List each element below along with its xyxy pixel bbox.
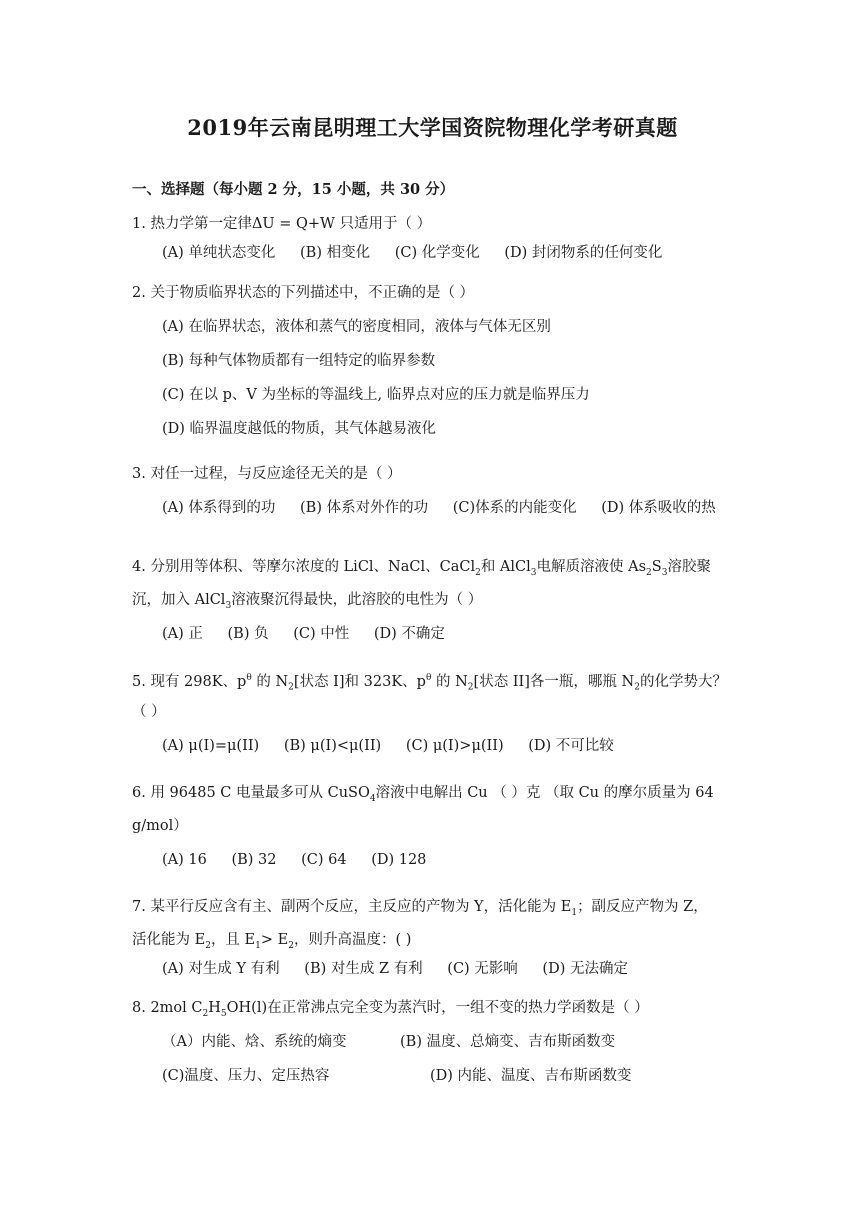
subscript: 2 [202,1008,209,1019]
stem-part: S [651,559,662,575]
option-c: (C) 无影响 [447,961,518,977]
question-2-option-d: (D) 临界温度越低的物质，其气体越易液化 [162,421,437,437]
subscript: 1 [255,940,261,951]
stem-part: [状态 II]各一瓶，哪瓶 N [473,673,635,690]
question-4-options [162,624,465,644]
question-5-options [162,736,634,756]
question-8-stem [132,998,649,1024]
stem-part: 溶液聚沉得最快，此溶胶的电性为（ ） [231,592,483,608]
subscript: 2 [475,567,481,578]
stem-part: 电解质溶液使 As [536,559,647,575]
option-b: (B) 体系对外作的功 [300,500,429,516]
option-b: (B) 相变化 [300,245,371,261]
stem-part: 4. 分别用等体积、等摩尔浓度的 LiCl、NaCl、CaCl [132,559,476,575]
option-d: (D) 不确定 [373,626,445,642]
stem-part: ；副反应产物为 Z， [577,899,708,915]
question-6-stem [132,783,714,809]
question-4-stem-line2 [132,590,482,616]
stem-part: 5. 现有 298K、p [132,673,247,690]
stem-part: OH(l)在正常沸点完全变为蒸汽时，一组不变的热力学函数是（ ） [226,1000,649,1016]
question-5-stem [132,668,727,698]
option-b: (B) μ(I)<μ(II) [283,738,382,754]
option-d: (D) 不可比较 [528,738,614,754]
question-3-stem: 3. 对任一过程，与反应途径无关的是（ ） [132,466,402,482]
question-8-option-c: (C)温度、压力、定压热容 [162,1068,330,1084]
question-7-options [162,959,648,979]
subscript: 2 [288,682,294,693]
superscript: θ [246,673,252,683]
option-d: (D) 体系吸收的热 [601,500,716,516]
page-title: 2019年云南昆明理工大学国资院物理化学考研真题 [187,115,678,140]
question-2-option-c: (C) 在以 p、V 为坐标的等温线上, 临界点对应的压力就是临界压力 [162,387,590,403]
question-7-stem-line2 [132,930,411,956]
option-c: (C) 化学变化 [394,245,480,261]
subscript: 3 [530,567,537,578]
subscript: 5 [220,1008,227,1019]
stem-part: ，且 E [210,932,256,948]
question-6-stem-line2: g/mol） [132,818,188,834]
stem-part: 8. 2mol C [132,1000,203,1016]
stem-part: 和 AlCl [480,559,531,575]
stem-part: [状态 I]和 323K、p [293,673,426,690]
option-d: (D) 无法确定 [542,961,628,977]
stem-part: > E [260,932,289,948]
question-8-option-a: （A）内能、焓、系统的熵变 [162,1034,347,1050]
option-a: (A) 16 [162,852,207,868]
option-a: (A) 正 [162,626,203,642]
stem-part: 7. 某平行反应含有主、副两个反应，主反应的产物为 Y，活化能为 E [132,899,572,915]
stem-part: 的化学势大？ [639,673,727,690]
subscript: 4 [369,793,376,804]
subscript: 2 [467,682,474,693]
question-5-answer-blank: （ ） [132,704,166,720]
question-1-options [162,243,682,263]
option-b: (B) 32 [231,852,277,868]
question-2-option-b: (B) 每种气体物质都有一组特定的临界参数 [162,353,436,369]
option-a: (A) 对生成 Y 有利 [162,961,280,977]
option-b: (B) 对生成 Z 有利 [304,961,423,977]
question-1-stem: 1. 热力学第一定律ΔU = Q+W 只适用于（ ） [132,216,432,232]
subscript: 3 [225,600,232,611]
option-a: (A) μ(I)=μ(II) [162,738,260,754]
stem-part: 溶液中电解出 Cu （ ）克 （取 Cu 的摩尔质量为 64 [375,785,714,801]
option-c: (C)体系的内能变化 [452,500,577,516]
stem-part: 6. 用 96485 C 电量最多可从 CuSO [132,785,370,801]
question-8-option-b: (B) 温度、总熵变、吉布斯函数变 [400,1034,616,1050]
stem-part: 的 N [251,673,289,690]
question-8-option-d: (D) 内能、温度、吉布斯函数变 [430,1068,632,1084]
option-d: (D) 128 [371,852,427,868]
superscript: θ [425,673,432,683]
question-4-stem [132,557,711,583]
subscript: 2 [646,567,652,578]
subscript: 2 [205,940,211,951]
subscript: 1 [571,907,578,918]
question-2-option-a: (A) 在临界状态，液体和蒸气的密度相同，液体与气体无区别 [162,319,551,335]
section-heading: 一、选择题（每小题 2 分，15 小题，共 30 分） [132,181,455,198]
question-7-stem [132,897,708,923]
stem-part: ，则升高温度：( ) [293,932,412,948]
stem-part: 沉，加入 AlCl [132,592,226,608]
stem-part: 的 N [431,673,468,690]
stem-part: 活化能为 E [132,932,206,948]
question-6-options [162,850,446,870]
option-b: (B) 负 [227,626,269,642]
question-3-options [162,498,736,518]
stem-part: 溶胶聚 [667,559,711,575]
option-c: (C) 64 [301,852,347,868]
option-a: (A) 单纯状态变化 [162,245,276,261]
option-a: (A) 体系得到的功 [162,500,276,516]
subscript: 3 [661,567,668,578]
subscript: 2 [634,682,640,693]
stem-part: H [208,1000,221,1016]
option-d: (D) 封闭物系的任何变化 [504,245,663,261]
question-2-stem: 2. 关于物质临界状态的下列描述中，不正确的是（ ） [132,285,475,301]
option-c: (C) μ(I)>μ(II) [405,738,504,754]
subscript: 2 [288,940,294,951]
option-c: (C) 中性 [293,626,350,642]
